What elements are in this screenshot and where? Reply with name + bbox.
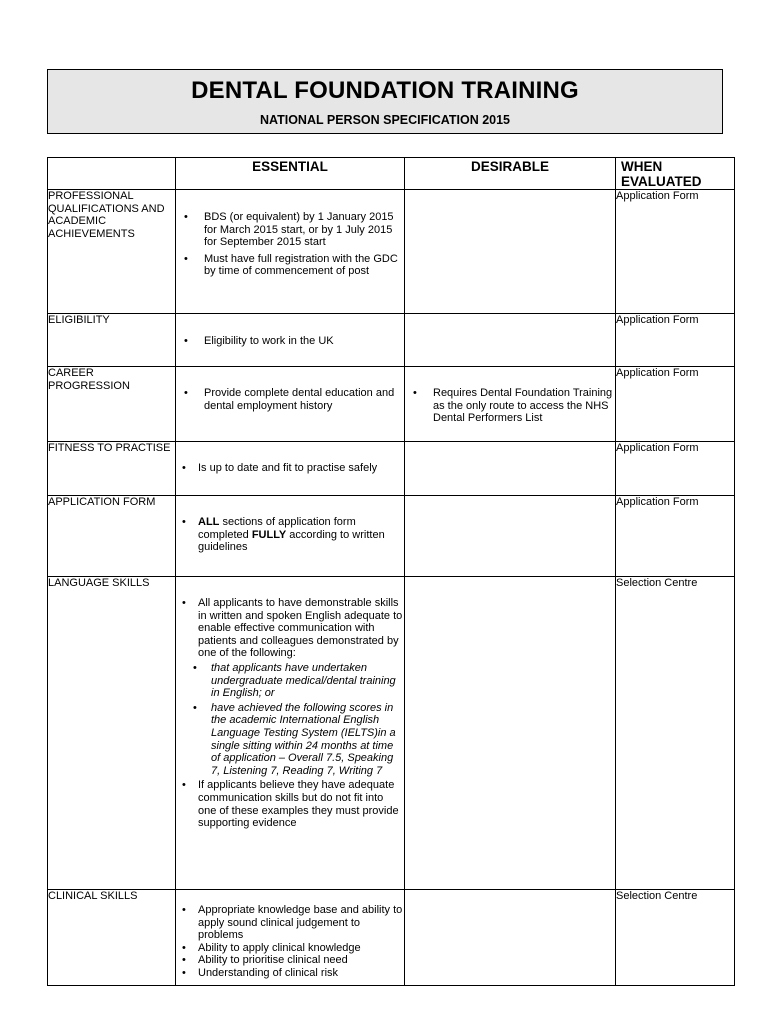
table-row bbox=[48, 367, 735, 442]
list-item: • Understanding of clinical risk bbox=[176, 967, 404, 980]
when-evaluated-cell: Application Form bbox=[616, 314, 735, 367]
list-item: • BDS (or equivalent) by 1 January 2015 for March 2015 start, or by 1 July 2015 for September 2015 start bbox=[176, 211, 404, 249]
row-label: LANGUAGE SKILLS bbox=[48, 577, 176, 890]
table-row bbox=[48, 496, 735, 577]
essential-cell bbox=[176, 442, 405, 496]
list-item: • that applicants have undertaken undergraduate medical/dental training in English; or bbox=[176, 662, 404, 700]
desirable-cell bbox=[405, 496, 616, 577]
when-evaluated-cell: Application Form bbox=[616, 442, 735, 496]
row-label: FITNESS TO PRACTISE bbox=[48, 442, 176, 496]
desirable-cell bbox=[405, 190, 616, 314]
list-item: • have achieved the following scores in the academic International English Language Testing System (IELTS)in a single sitting within 24 months at time of application – Overall 7.5, Speaking 7, Listening 7, Reading 7, Writing 7 bbox=[176, 702, 404, 778]
document-subtitle: NATIONAL PERSON SPECIFICATION 2015 bbox=[259, 113, 511, 127]
when-evaluated-cell: Selection Centre bbox=[616, 577, 735, 890]
list-item: • Provide complete dental education and dental employment history bbox=[176, 387, 404, 412]
list-item: • All applicants to have demonstrable skills in written and spoken English adequate to enable effective communication with patients and colleagues demonstrated by one of the following: bbox=[176, 597, 404, 660]
list-item: • Ability to apply clinical knowledge bbox=[176, 942, 404, 955]
text: according to written guidelines bbox=[198, 528, 385, 554]
when-evaluated-cell: Application Form bbox=[616, 496, 735, 577]
essential-cell bbox=[176, 314, 405, 367]
essential-cell bbox=[176, 367, 405, 442]
person-specification-table bbox=[47, 157, 735, 986]
list-item: • If applicants believe they have adequate communication skills but do not fit into one of these examples they must provide supporting evidence bbox=[176, 779, 404, 829]
list-item: • Must have full registration with the GDC by time of commencement of post bbox=[176, 253, 404, 278]
list-item: • Is up to date and fit to practise safely bbox=[176, 462, 404, 475]
list-item bbox=[176, 516, 404, 554]
document-title: DENTAL FOUNDATION TRAINING bbox=[191, 77, 579, 104]
list-item: • Appropriate knowledge base and ability to apply sound clinical judgement to problems bbox=[176, 904, 404, 942]
column-header-essential: ESSENTIAL bbox=[176, 158, 405, 190]
row-label: ELIGIBILITY bbox=[48, 314, 176, 367]
when-evaluated-cell: Selection Centre bbox=[616, 890, 735, 986]
list-item: • Ability to prioritise clinical need bbox=[176, 954, 404, 967]
essential-cell bbox=[176, 890, 405, 986]
column-header-when-evaluated: WHEN EVALUATED bbox=[616, 158, 735, 190]
table-header-row bbox=[48, 158, 735, 190]
essential-cell bbox=[176, 190, 405, 314]
table-row bbox=[48, 442, 735, 496]
emphasis-fully: FULLY bbox=[251, 528, 287, 541]
row-label: CAREER PROGRESSION bbox=[48, 367, 176, 442]
desirable-cell bbox=[405, 314, 616, 367]
table-row bbox=[48, 314, 735, 367]
table-row bbox=[48, 577, 735, 890]
essential-cell bbox=[176, 577, 405, 890]
list-item: • Requires Dental Foundation Training as the only route to access the NHS Dental Performers List bbox=[405, 387, 615, 425]
column-header-desirable: DESIRABLE bbox=[405, 158, 616, 190]
desirable-cell bbox=[405, 577, 616, 890]
row-label: APPLICATION FORM bbox=[48, 496, 176, 577]
emphasis-all: ALL bbox=[198, 516, 220, 528]
desirable-cell bbox=[405, 442, 616, 496]
row-label: PROFESSIONAL QUALIFICATIONS AND ACADEMIC ACHIEVEMENTS bbox=[48, 190, 176, 314]
when-evaluated-cell: Application Form bbox=[616, 190, 735, 314]
document-header bbox=[47, 69, 723, 134]
column-header-criteria bbox=[48, 158, 176, 190]
desirable-cell bbox=[405, 367, 616, 442]
list-item: • Eligibility to work in the UK bbox=[176, 335, 404, 348]
essential-cell bbox=[176, 496, 405, 577]
row-label: CLINICAL SKILLS bbox=[48, 890, 176, 986]
text: sections of application form completed bbox=[198, 516, 356, 541]
desirable-cell bbox=[405, 890, 616, 986]
table-row bbox=[48, 890, 735, 986]
when-evaluated-cell: Application Form bbox=[616, 367, 735, 442]
table-row bbox=[48, 190, 735, 314]
